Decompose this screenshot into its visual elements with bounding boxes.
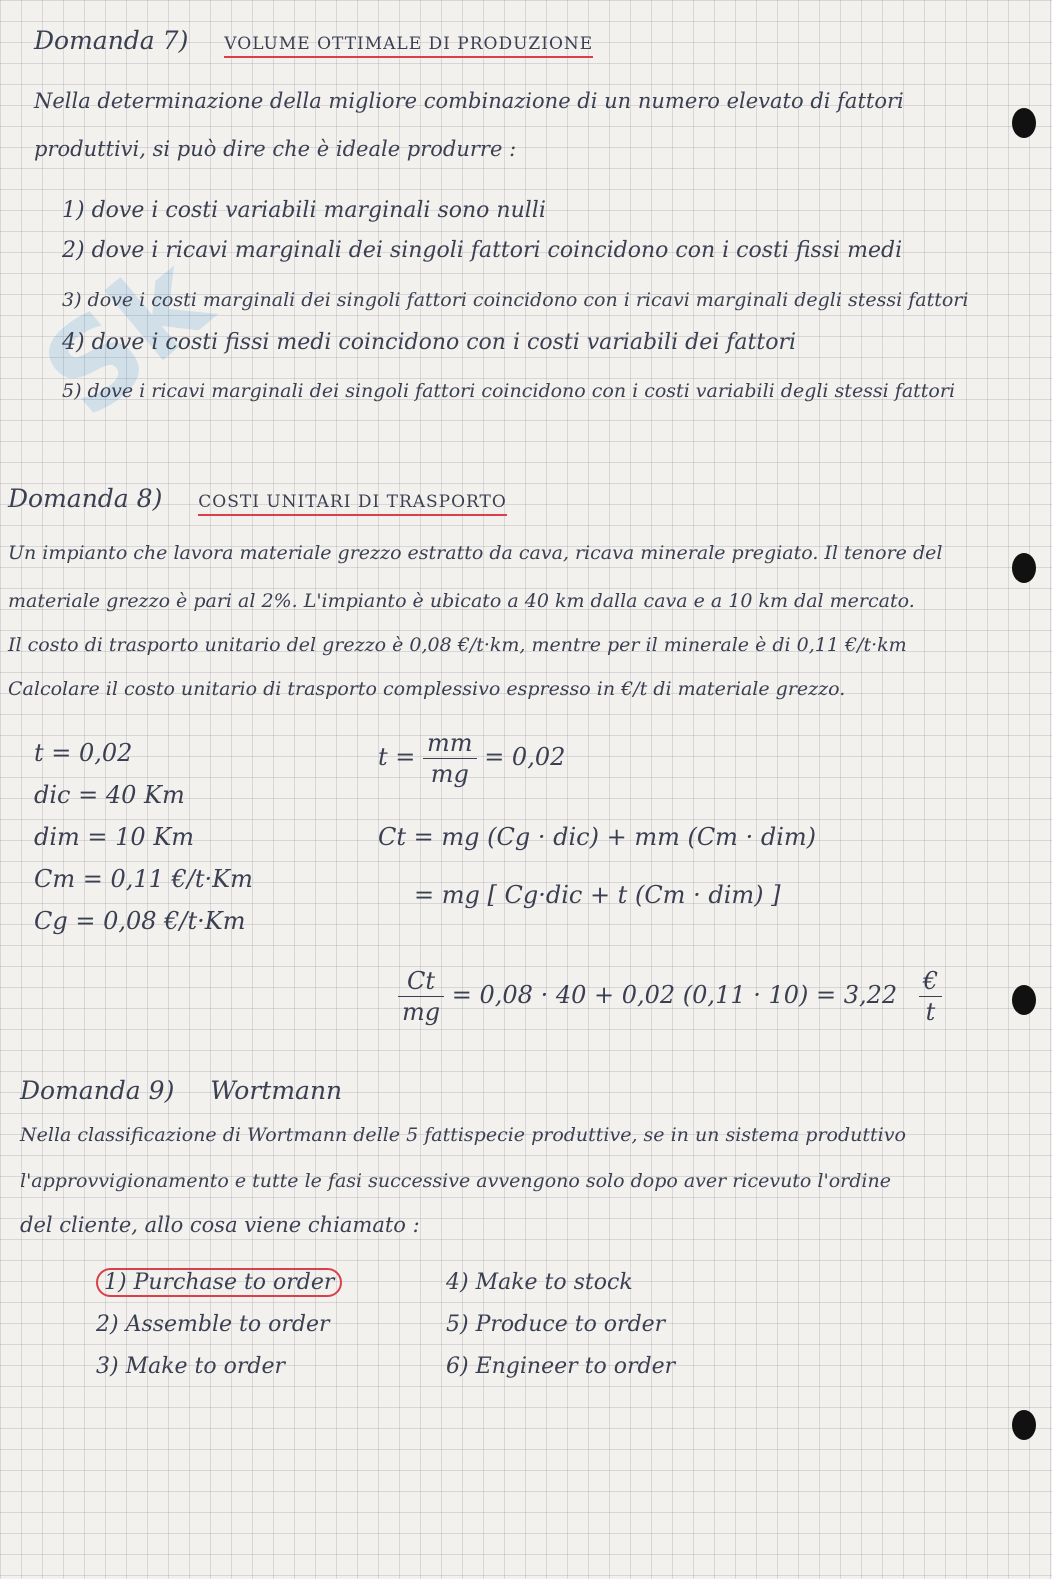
question-text-line: del cliente, allo cosa viene chiamato : <box>20 1213 420 1237</box>
question-9-heading <box>20 1076 342 1106</box>
given-data: dim = 10 Km <box>34 823 195 851</box>
given-data: t = 0,02 <box>34 739 133 767</box>
fraction-numerator: mm <box>423 728 477 759</box>
answer-option: 2) dove i ricavi marginali dei singoli fattori coincidono con i costi fissi medi <box>62 238 903 263</box>
question-7-heading <box>34 26 593 59</box>
fraction-denominator: mg <box>402 998 441 1026</box>
answer-option: 4) dove i costi fissi medi coincidono con i costi variabili dei fattori <box>62 330 796 355</box>
cost-formula-expanded: = mg [ Cg·dic + t (Cm · dim) ] <box>414 881 781 909</box>
question-7-prompt-line-1: Nella determinazione della migliore combinazione di un numero elevato di fattori <box>34 89 904 113</box>
fraction-denominator: mg <box>430 760 469 788</box>
problem-text-line: Un impianto che lavora materiale grezzo estratto da cava, ricava minerale pregiato. Il tenore del <box>8 542 943 564</box>
problem-text-line: Il costo di trasporto unitario del grezzo è 0,08 €/t·km, mentre per il minerale è di 0,11 €/t·km <box>8 634 907 656</box>
problem-text-line: materiale grezzo è pari al 2%. L'impianto è ubicato a 40 km dalla cava e a 10 km dal mercato. <box>8 590 915 612</box>
binder-hole <box>1012 985 1036 1015</box>
answer-option: 5) dove i ricavi marginali dei singoli fattori coincidono con i costi variabili degli stessi fattori <box>62 380 956 402</box>
formula-text: t = <box>378 743 416 771</box>
result-formula <box>398 966 942 1027</box>
selected-answer-circle: 1) Purchase to order <box>96 1268 342 1297</box>
given-data: Cm = 0,11 €/t·Km <box>34 865 253 893</box>
answer-option: 2) Assemble to order <box>96 1312 330 1337</box>
question-text-line: l'approvvigionamento e tutte le fasi successive avvengono solo dopo aver ricevuto l'ordine <box>20 1170 891 1192</box>
binder-hole <box>1012 553 1036 583</box>
binder-hole <box>1012 108 1036 138</box>
formula-text: = 0,02 <box>484 743 566 771</box>
answer-option: 6) Engineer to order <box>446 1354 676 1379</box>
question-text-line: Nella classificazione di Wortmann delle 5 fattispecie produttive, se in un sistema produttivo <box>20 1124 906 1146</box>
question-8-heading <box>8 484 507 517</box>
cost-formula: Ct = mg (Cg · dic) + mm (Cm · dim) <box>378 823 816 851</box>
answer-option-selected <box>96 1268 342 1298</box>
problem-text-line: Calcolare il costo unitario di trasporto complessivo espresso in €/t di materiale grezzo. <box>8 678 846 700</box>
question-label: Domanda 8) <box>8 484 163 513</box>
fraction-numerator: € <box>919 966 942 997</box>
question-label: Domanda 7) <box>34 26 189 55</box>
given-data: Cg = 0,08 €/t·Km <box>34 907 246 935</box>
answer-option: 5) Produce to order <box>446 1312 666 1337</box>
question-7-prompt-line-2: produttivi, si può dire che è ideale produrre : <box>34 137 517 161</box>
question-label: Domanda 9) <box>20 1076 175 1105</box>
answer-option: 3) Make to order <box>96 1354 286 1379</box>
tenor-formula <box>378 728 565 789</box>
question-title: Wortmann <box>210 1076 343 1105</box>
answer-option: 4) Make to stock <box>446 1270 633 1295</box>
fraction-numerator: Ct <box>398 966 444 997</box>
result-unit <box>919 966 942 1027</box>
binder-hole <box>1012 1410 1036 1440</box>
fraction <box>398 966 444 1027</box>
question-title: COSTI UNITARI DI TRASPORTO <box>198 492 507 516</box>
fraction <box>423 728 477 789</box>
question-title: VOLUME OTTIMALE DI PRODUZIONE <box>224 34 593 58</box>
answer-option: 1) dove i costi variabili marginali sono nulli <box>62 198 546 223</box>
fraction-denominator: t <box>925 998 936 1026</box>
result-value: = 0,08 · 40 + 0,02 (0,11 · 10) = 3,22 <box>451 981 898 1009</box>
given-data: dic = 40 Km <box>34 781 185 809</box>
svg-text:Sk: Sk <box>18 231 236 445</box>
answer-option: 3) dove i costi marginali dei singoli fattori coincidono con i ricavi marginali degli stessi fattori <box>62 289 969 311</box>
